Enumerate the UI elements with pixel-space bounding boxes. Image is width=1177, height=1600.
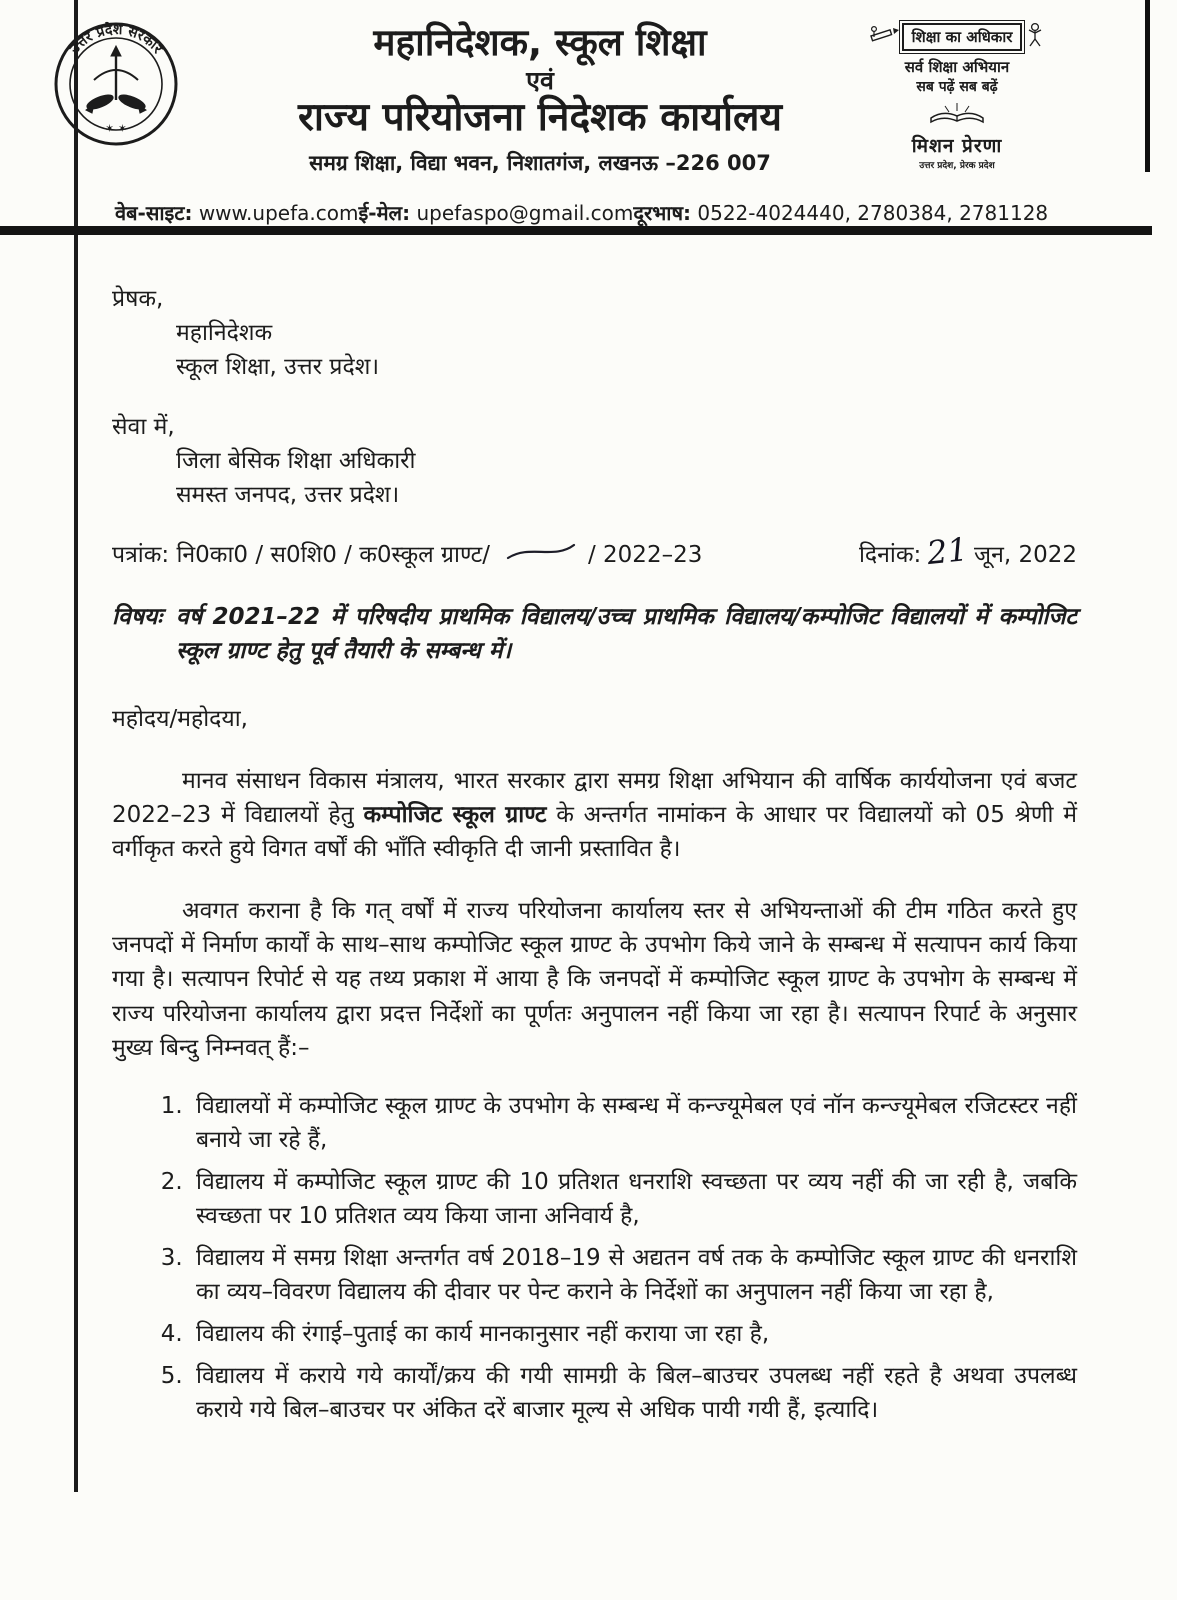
date-block — [858, 530, 1077, 573]
subject-block — [112, 600, 1077, 668]
salutation: महोदय/महोदया, — [112, 706, 248, 733]
subject-text: वर्ष 2021–22 में परिषदीय प्राथमिक विद्यालय/उच्च प्राथमिक विद्यालय/कम्पोजिट विद्यालयों में कम्पोजिट स्कूल ग्राण्ट हेतु पूर्व तैयारी के सम्बन्ध में। — [176, 604, 1078, 665]
handwritten-date-day: 21 — [925, 530, 970, 573]
list-item: 1. विद्यालयों में कम्पोजिट स्कूल ग्राण्ट के उपभोग के सम्बन्ध में कन्ज्यूमेबल एवं नॉन कन्ज्यूमेबल रजिटस्टर नहीं बनाये जा रहे हैं, — [190, 1089, 1077, 1157]
sender-label: प्रेषक, — [112, 286, 164, 312]
pencil-icon — [869, 24, 899, 50]
fish-arrow-emblem-icon — [85, 46, 147, 113]
list-item: 3. विद्यालय में समग्र शिक्षा अन्तर्गत वर्ष 2018–19 से अद्यतन वर्ष तक के कम्पोजिट स्कूल ग्राण्ट की धनराशि का व्यय–विवरण विद्यालय की दीवार पर पेन्ट कराने के निर्देशों का अनुपालन नहीं किया जा रहा है, — [190, 1241, 1077, 1309]
seal-stars: ✶ ✶ — [105, 122, 127, 135]
website-label: वेब-साइट: — [115, 201, 193, 225]
seal-circle-text: उत्तर प्रदेश सरकार — [66, 21, 166, 57]
sender-block — [112, 282, 1077, 384]
list-item: 5. विद्यालय में कराये गये कार्यों/क्रय की गयी सामग्री के बिल–बाउचर उपलब्ध नहीं रहते है अथवा उपलब्ध कराये गये बिल–बाउचर पर अंकित दरें बाजार मूल्य से अधिक पायी गयी हैं, इत्यादि। — [190, 1359, 1077, 1427]
office-title-block — [215, 22, 865, 177]
paragraph-2: अवगत कराना है कि गत् वर्षों में राज्य परियोजना कार्यालय स्तर से अभियन्ताओं की टीम गठित करते हुए जनपदों में निर्माण कार्यों के साथ–साथ कम्पोजिट स्कूल ग्राण्ट के उपभोग किये जाने के सम्बन्ध में सत्यापन कार्य किया गया है। सत्यापन रिपोर्ट से यह तथ्य प्रकाश में आया है कि जनपदों में कम्पोजिट स्कूल ग्राण्ट के उपभोग के सम्बन्ध में राज्य परियोजना कार्यालय द्वारा प्रदत्त निर्देशों का पूर्णतः अनुपालन नहीं किया जा रहा है। सत्यापन रिपार्ट के अनुसार मुख्य बिन्दु निम्नवत् हैं:– — [112, 898, 1077, 1061]
email-label: ई-मेल: — [358, 201, 411, 225]
office-title-line3: राज्य परियोजना निदेशक कार्यालय — [297, 95, 783, 141]
recipient-label: सेवा में, — [112, 414, 175, 441]
open-book-icon — [843, 96, 1071, 130]
office-address: समग्र शिक्षा, विद्या भवन, निशातगंज, लखनऊ –226 007 — [309, 150, 771, 175]
sender-line2: स्कूल शिक्षा, उत्तर प्रदेश। — [176, 354, 380, 381]
phone: दूरभाष: 0522-4024440, 2780384, 2781128 — [633, 201, 1049, 225]
mission-prerna-subtitle: उत्तर प्रदेश, प्रेरक प्रदेश — [919, 161, 995, 171]
recipient-block — [112, 410, 1077, 512]
mission-prerna-title: मिशन प्रेरणा — [911, 135, 1003, 157]
ssa-line2: सब पढ़ें सब बढ़ें — [916, 79, 998, 95]
letter-body — [0, 236, 1177, 1427]
reference-number: पत्रांक: नि0का0 / स0शि0 / क0स्कूल ग्राण्ट/ / 2022–23 — [112, 538, 702, 572]
reference-and-date-row — [112, 530, 1077, 573]
header-divider-rule — [0, 226, 1152, 235]
office-title-line2: एवं — [526, 65, 554, 95]
phone-label: दूरभाष: — [633, 201, 692, 225]
up-government-seal-icon — [52, 20, 180, 148]
list-item: 2. विद्यालय में कम्पोजिट स्कूल ग्राण्ट की 10 प्रतिशत धनराशि स्वच्छता पर व्यय नहीं की जा रही है, जबकि स्वच्छता पर 10 प्रतिशत व्यय किया जाना अनिवार्य है, — [190, 1165, 1077, 1233]
findings-list — [112, 1089, 1077, 1427]
date-label: दिनांक: — [858, 542, 922, 569]
website: वेब-साइट: www.upefa.com — [115, 201, 359, 225]
date-month-year: जून, 2022 — [974, 542, 1077, 569]
sender-line1: महानिदेशक — [176, 320, 273, 347]
recipient-line2: समस्त जनपद, उत्तर प्रदेश। — [176, 482, 400, 509]
reference-label: पत्रांक: — [112, 542, 170, 569]
subject-label: विषयः — [112, 604, 163, 631]
email: ई-मेल: upefaspo@gmail.com — [358, 201, 634, 225]
rte-mission-prerna-logo — [843, 22, 1071, 171]
paragraph-1: मानव संसाधन विकास मंत्रालय, भारत सरकार द्वारा समग्र शिक्षा अभियान की वार्षिक कार्ययोजना एवं बजट 2022–23 में विद्यालयों हेतु कम्पोजिट स्कूल ग्राण्ट के अन्तर्गत नामांकन के आधार पर विद्यालयों को 05 श्रेणी में वर्गीकृत करते हुये विगत वर्षों की भाँति स्वीकृति दी जानी प्रस्तावित है। — [112, 768, 1077, 863]
rte-title: शिक्षा का अधिकार — [902, 23, 1023, 51]
office-title-line1: महानिदेशक, स्कूल शिक्षा — [373, 21, 707, 64]
handwritten-swoosh-mark — [504, 538, 578, 572]
contact-strip — [115, 199, 1049, 226]
recipient-line1: जिला बेसिक शिक्षा अधिकारी — [176, 448, 416, 475]
paragraph-1-bold-phrase: कम्पोजिट स्कूल ग्राण्ट — [363, 802, 547, 829]
child-figure-icon — [1025, 22, 1045, 52]
list-item: 4. विद्यालय की रंगाई–पुताई का कार्य मानकानुसार नहीं कराया जा रहा है, — [190, 1317, 1077, 1351]
letterhead — [0, 0, 1177, 236]
ssa-line1: सर्व शिक्षा अभियान — [904, 58, 1010, 76]
